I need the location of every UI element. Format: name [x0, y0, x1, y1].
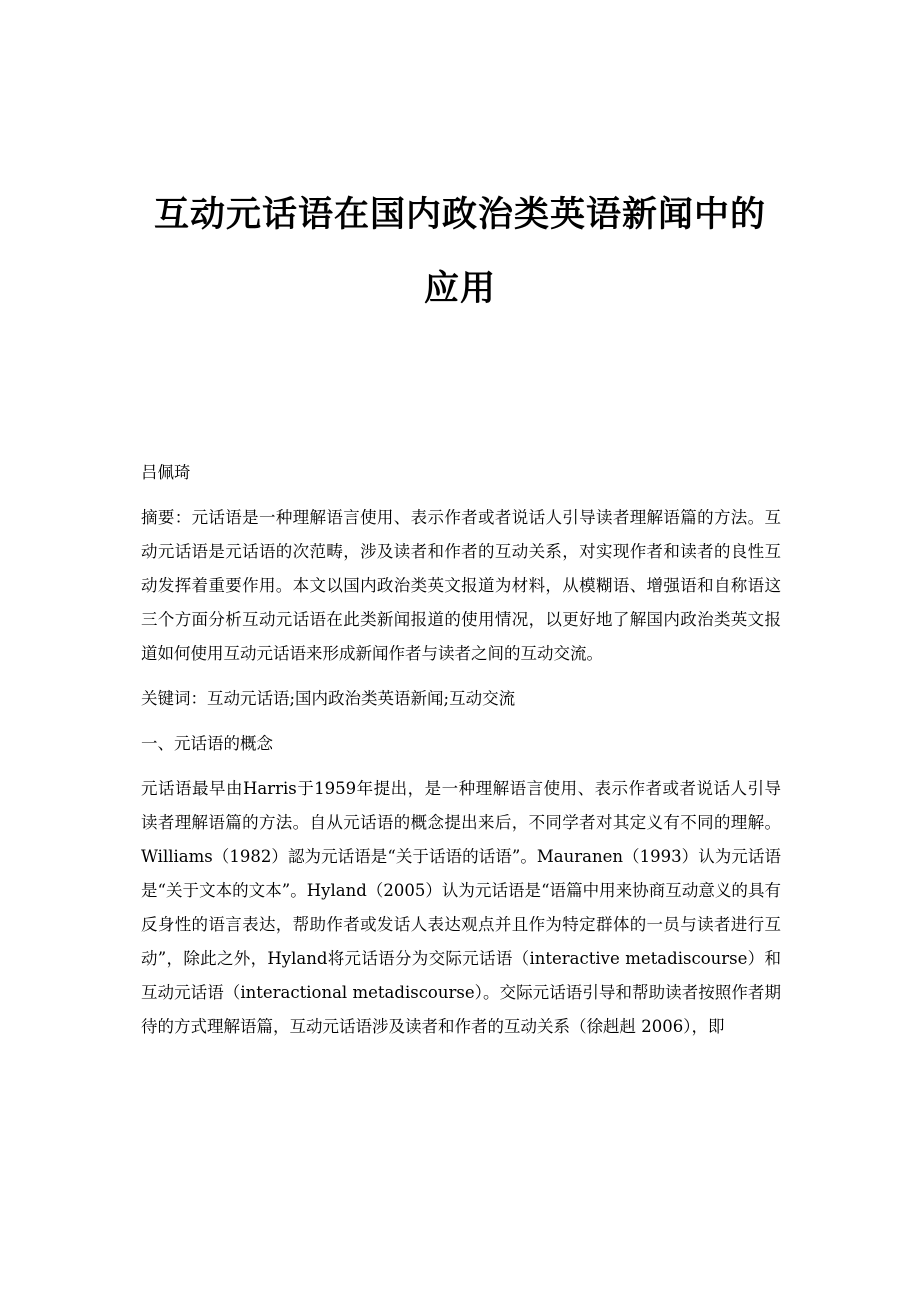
paper-title-line-1: 互动元话语在国内政治类英语新闻中的	[153, 194, 766, 235]
section-heading: 一、元话语的概念	[141, 734, 273, 753]
keywords-line	[141, 682, 781, 716]
keywords-text: 互动元话语;国内政治类英语新闻;互动交流	[207, 689, 516, 708]
section-paragraph: 元话语最早由Harris于1959年提出，是一种理解语言使用、表示作者或者说话人引导读者理解语篇的方法。自从元话语的概念提出来后，不同学者对其定义有不同的理解。Williams（1982）認为元话语是“关于话语的话语”。Mauranen（1993）认为元话语是“关于文本的文本”。Hyland（2005）认为元话语是“语篇中用来协商互动意义的具有反身性的语言表达，帮助作者或发话人表达观点并且作为特定群体的一员与读者进行互动”，除此之外，Hyland将元话语分为交际元话语（interactive metadiscourse）和互动元话语（interactional metadiscourse）。交际元话语引导和帮助读者按照作者期待的方式理解语篇，互动元话语涉及读者和作者的互动关系（徐赳赳 2006），即	[141, 779, 781, 1036]
abstract-text: 元话语是一种理解语言使用、表示作者或者说话人引导读者理解语篇的方法。互动元话语是元话语的次范畴，涉及读者和作者的互动关系，对实现作者和读者的良性互动发挥着重要作用。本文以国内政治类英文报道为材料，从模糊语、增强语和自称语这三个方面分析互动元话语在此类新闻报道的使用情况，以更好地了解国内政治类英文报道如何使用互动元话语来形成新闻作者与读者之间的互动交流。	[141, 508, 782, 663]
author-name: 吕佩琦	[141, 463, 191, 482]
paper-title-line-2: 应用	[423, 268, 496, 309]
keywords-label: 关键词：	[141, 689, 207, 708]
document-body	[141, 456, 781, 1044]
abstract-paragraph	[141, 501, 781, 671]
abstract-label: 摘要：	[141, 508, 192, 527]
